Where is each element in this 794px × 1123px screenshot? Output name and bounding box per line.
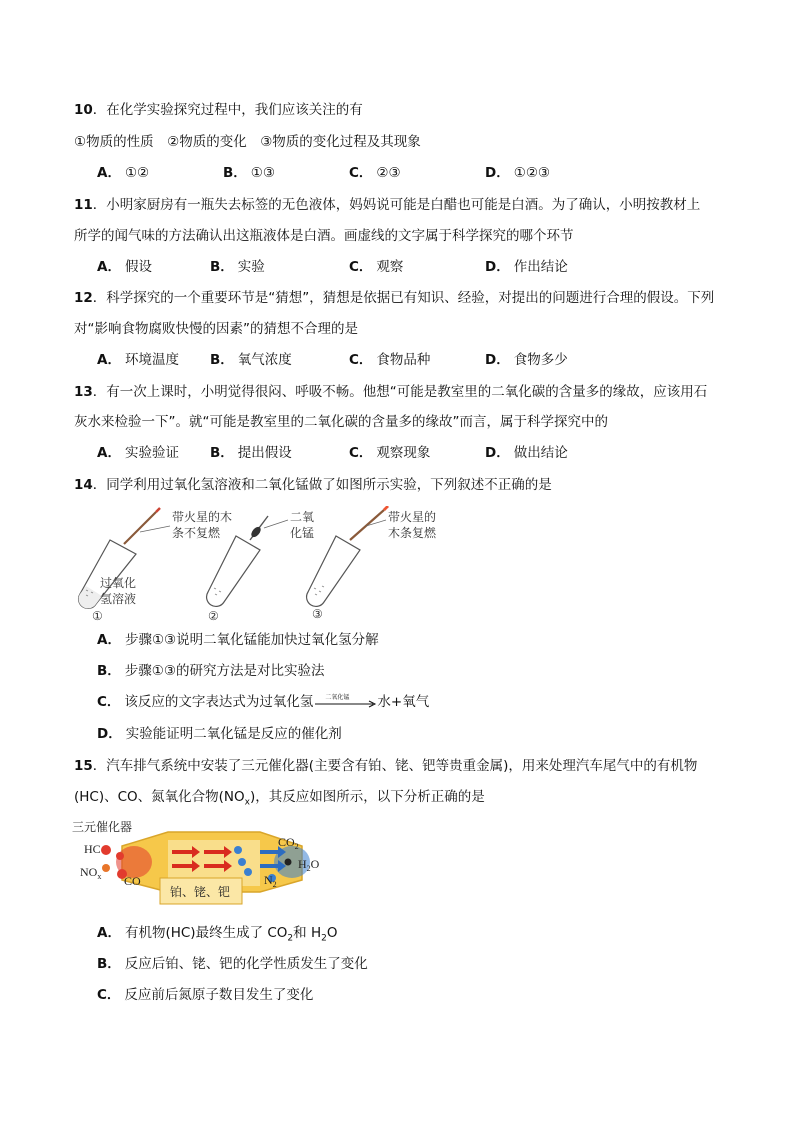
q10-option-a[interactable]: A． ①② [97, 165, 150, 181]
q14-option-b[interactable]: B． 步骤①③的研究方法是对比实验法 [97, 663, 325, 679]
q15-number: 15 [74, 758, 93, 774]
label-h2o: $H_2O$ [298, 857, 320, 873]
q12-option-c[interactable]: C． 食物品种 [349, 352, 431, 368]
q14-option-c[interactable]: C． 该反应的文字表达式为过氧化氢 二氧化锰 水+氧气 [97, 694, 430, 710]
q13-stem-line2: 灰水来检验一下”。就“可能是教室里的二氧化碳的含量多的缘故”而言，属于科学探究中的 [74, 414, 608, 430]
q15-option-b[interactable]: B． 反应后铂、铑、钯的化学性质发生了变化 [97, 956, 368, 972]
label-splint-reignites-2: 木条复燃 [388, 526, 437, 540]
q12-stem-line1: 12．科学探究的一个重要环节是“猜想”，猜想是依据已有知识、经验，对提出的问题进行合理的假设。下列 [74, 290, 715, 306]
label-manganese-dioxide-2: 化锰 [290, 526, 315, 540]
q12-option-a[interactable]: A． 环境温度 [97, 352, 179, 368]
step-1-marker: ① [92, 609, 103, 623]
q13-number: 13 [74, 384, 93, 400]
wooden-splint-3 [350, 510, 384, 540]
manganese-dioxide-powder [249, 525, 262, 539]
q14-experiment-figure [66, 506, 456, 624]
q11-stem-line1: 11．小明家厨房有一瓶失去标签的无色液体，妈妈说可能是白醋也可能是白酒。为了确认，小明按教材上 [74, 197, 701, 213]
q10-number: 10 [74, 102, 93, 118]
step-3-marker: ③ [312, 607, 323, 621]
q12-number: 12 [74, 290, 93, 306]
label-hydrogen-peroxide-2: 氢溶液 [100, 592, 137, 606]
label-co2: $CO_2$ [278, 835, 299, 851]
q10-option-c[interactable]: C． ②③ [349, 165, 401, 181]
q12-option-b[interactable]: B． 氧气浓度 [210, 352, 292, 368]
catalyst-title: 三元催化器 [72, 820, 133, 834]
label-co: CO [124, 874, 141, 888]
label-splint-not-reignite-2: 条不复燃 [172, 526, 221, 540]
label-hc: HC [84, 842, 101, 856]
wooden-splint-1 [124, 512, 156, 544]
q15-stem-line2: (HC)、CO、氮氧化合物$(NO_x)$，其反应如图所示，以下分析正确的是 [74, 789, 485, 808]
q15-stem-line1: 15．汽车排气系统中安装了三元催化器(主要含有铂、铑、钯等贵重金属)，用来处理汽车尾气中的有机物 [74, 758, 698, 774]
q14-option-d[interactable]: D． 实验能证明二氧化锰是反应的催化剂 [97, 726, 342, 742]
q12-stem-line2: 对“影响食物腐败快慢的因素”的猜想不合理的是 [74, 321, 358, 337]
q11-number: 11 [74, 197, 93, 213]
test-tube-3 [307, 536, 360, 606]
q13-option-a[interactable]: A． 实验验证 [97, 445, 179, 461]
q15-option-a[interactable]: A． 有机物(HC)最终生成了 $CO_2$和 $H_2O$ [97, 925, 338, 944]
q11-option-a[interactable]: A． 假设 [97, 259, 152, 275]
q10-option-d[interactable]: D． ①②③ [485, 165, 551, 181]
q13-stem-line1: 13．有一次上课时，小明觉得很闷、呼吸不畅。他想“可能是教室里的二氧化碳的含量多的缘故，应该用石 [74, 384, 708, 400]
q10-stem: 10．在化学实验探究过程中，我们应该关注的有 [74, 102, 363, 118]
q13-option-d[interactable]: D． 做出结论 [485, 445, 568, 461]
test-tube-2 [207, 536, 260, 606]
q14-option-a[interactable]: A． 步骤①③说明二氧化锰能加快过氧化氢分解 [97, 632, 379, 648]
q11-stem-line2: 所学的闻气味的方法确认出这瓶液体是白酒。画虚线的文字属于科学探究的哪个环节 [74, 228, 574, 244]
q10-option-b[interactable]: B． ①③ [223, 165, 276, 181]
q11-option-d[interactable]: D． 作出结论 [485, 259, 568, 275]
label-nox: $NO_x$ [80, 865, 102, 881]
q11-option-b[interactable]: B． 实验 [210, 259, 265, 275]
label-splint-not-reignite-1: 带火星的木 [172, 510, 233, 524]
step-2-marker: ② [208, 609, 219, 623]
q11-option-c[interactable]: C． 观察 [349, 259, 404, 275]
q10-items: ①物质的性质 ②物质的变化 ③物质的变化过程及其现象 [74, 134, 421, 150]
q15-option-c[interactable]: C． 反应前后氮原子数目发生了变化 [97, 987, 314, 1003]
reaction-arrow: 二氧化锰 [313, 694, 377, 710]
q14-stem: 14．同学利用过氧化氢溶液和二氧化锰做了如图所示实验，下列叙述不正确的是 [74, 477, 552, 493]
q13-option-c[interactable]: C． 观察现象 [349, 445, 431, 461]
label-manganese-dioxide-1: 二氧 [290, 510, 315, 524]
q14-number: 14 [74, 477, 93, 493]
q15-catalytic-converter-figure [72, 818, 342, 926]
label-splint-reignites-1: 带火星的 [388, 510, 437, 524]
q12-option-d[interactable]: D． 食物多少 [485, 352, 568, 368]
label-hydrogen-peroxide-1: 过氧化 [100, 576, 137, 590]
q13-option-b[interactable]: B． 提出假设 [210, 445, 292, 461]
label-metals: 铂、铑、钯 [170, 885, 231, 899]
label-n2: $N_2$ [264, 873, 277, 889]
